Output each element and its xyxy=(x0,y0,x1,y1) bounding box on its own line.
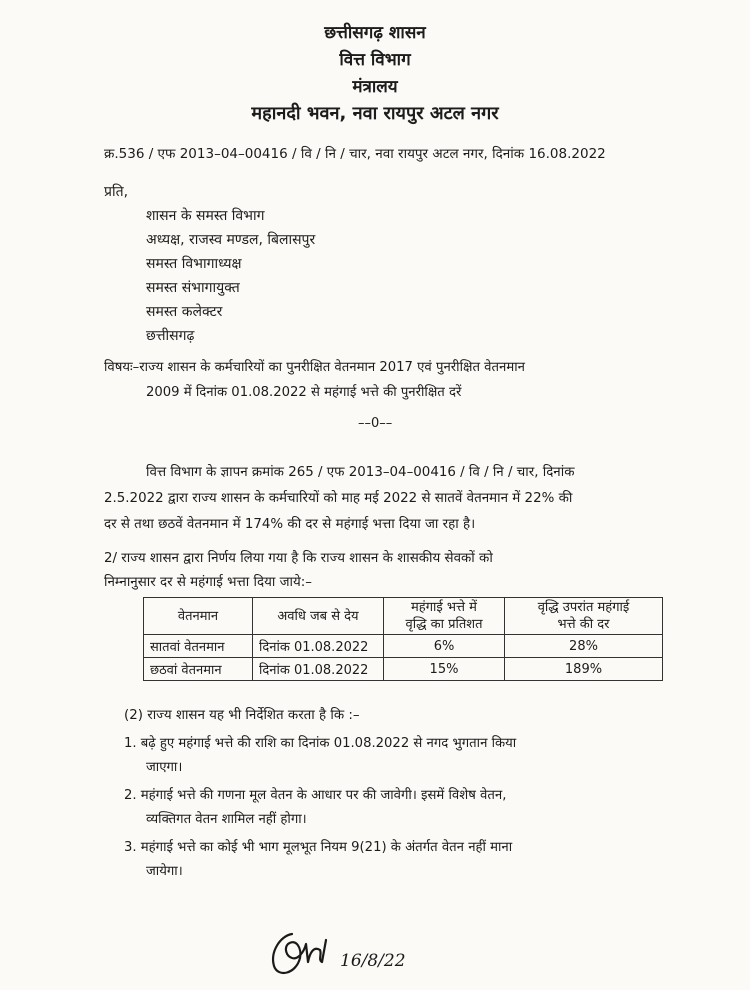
point-line: व्यक्तिगत वेतन शामिल नहीं होगा। xyxy=(146,812,307,827)
cell-date: दिनांक 01.08.2022 xyxy=(253,658,384,681)
signature xyxy=(262,922,432,982)
point-line: 3. महंगाई भत्ते का कोई भी भाग मूलभूत नियम 9(21) के अंतर्गत वेतन नहीं माना xyxy=(124,840,513,855)
cell-rate: 28% xyxy=(505,635,663,658)
point-line: जायेगा। xyxy=(146,864,183,879)
signature-date: 16/8/22 xyxy=(340,951,406,971)
header-increase: महंगाई भत्ते में वृद्धि का प्रतिशत xyxy=(384,598,505,635)
directive-intro: (2) राज्य शासन यह भी निर्देशित करता है कि :– xyxy=(124,708,360,723)
recipient: समस्त विभागाध्यक्ष xyxy=(146,256,242,272)
reference-number: क्र.536 / एफ 2013–04–00416 / वि / नि / चार, नवा रायपुर अटल नगर, दिनांक 16.08.2022 xyxy=(104,146,606,162)
recipient: अध्यक्ष, राजस्व मण्डल, बिलासपुर xyxy=(146,232,316,248)
signature-stroke xyxy=(273,934,326,973)
recipient: समस्त कलेक्टर xyxy=(146,304,223,320)
cell-scale: सातवां वेतनमान xyxy=(144,635,253,658)
point-line: जाएगा। xyxy=(146,760,183,775)
point-line: 2. महंगाई भत्ते की गणना मूल वेतन के आधार पर की जावेगी। इसमें विशेष वेतन, xyxy=(124,788,507,803)
cell-rate: 189% xyxy=(505,658,663,681)
to-label: प्रति, xyxy=(104,184,129,200)
paragraph-line: 2.5.2022 द्वारा राज्य शासन के कर्मचारियों को माह मई 2022 से सातवें वेतनमान में 22% की xyxy=(104,491,573,506)
cell-increase: 15% xyxy=(384,658,505,681)
paragraph-line: निम्नानुसार दर से महंगाई भत्ता दिया जाये:– xyxy=(104,575,312,590)
subject-line: 2009 में दिनांक 01.08.2022 से महंगाई भत्ते की पुनरीक्षित दरें xyxy=(146,385,462,400)
table-row xyxy=(144,635,663,658)
separator: ––0–– xyxy=(358,416,393,431)
recipient: शासन के समस्त विभाग xyxy=(146,208,265,224)
header-government: छत्तीसगढ़ शासन xyxy=(324,23,426,43)
recipient: छत्तीसगढ़ xyxy=(146,328,195,344)
point-line: 1. बढ़े हुए महंगाई भत्ते की राशि का दिनांक 01.08.2022 से नगद भुगतान किया xyxy=(124,736,517,751)
table-header-row xyxy=(144,598,663,635)
header-scale: वेतनमान xyxy=(144,598,253,635)
paragraph-line: दर से तथा छठवें वेतनमान में 174% की दर से महंगाई भत्ता दिया जा रहा है। xyxy=(104,517,476,532)
header-rate: वृद्धि उपरांत महंगाई भत्ते की दर xyxy=(505,598,663,635)
cell-increase: 6% xyxy=(384,635,505,658)
recipient: समस्त संभागायुक्त xyxy=(146,280,240,296)
header-address: महानदी भवन, नवा रायपुर अटल नगर xyxy=(251,103,499,124)
da-rates-table xyxy=(143,597,663,681)
cell-scale: छठवां वेतनमान xyxy=(144,658,253,681)
header-ministry: मंत्रालय xyxy=(352,77,398,97)
cell-date: दिनांक 01.08.2022 xyxy=(253,635,384,658)
paragraph-line: 2/ राज्य शासन द्वारा निर्णय लिया गया है कि राज्य शासन के शासकीय सेवकों को xyxy=(104,551,493,566)
table-row xyxy=(144,658,663,681)
header-department: वित्त विभाग xyxy=(339,50,411,70)
header-period: अवधि जब से देय xyxy=(253,598,384,635)
paragraph-line: वित्त विभाग के ज्ञापन क्रमांक 265 / एफ 2013–04–00416 / वि / नि / चार, दिनांक xyxy=(146,465,575,480)
subject-line: विषयः–राज्य शासन के कर्मचारियों का पुनरीक्षित वेतनमान 2017 एवं पुनरीक्षित वेतनमान xyxy=(104,360,525,375)
